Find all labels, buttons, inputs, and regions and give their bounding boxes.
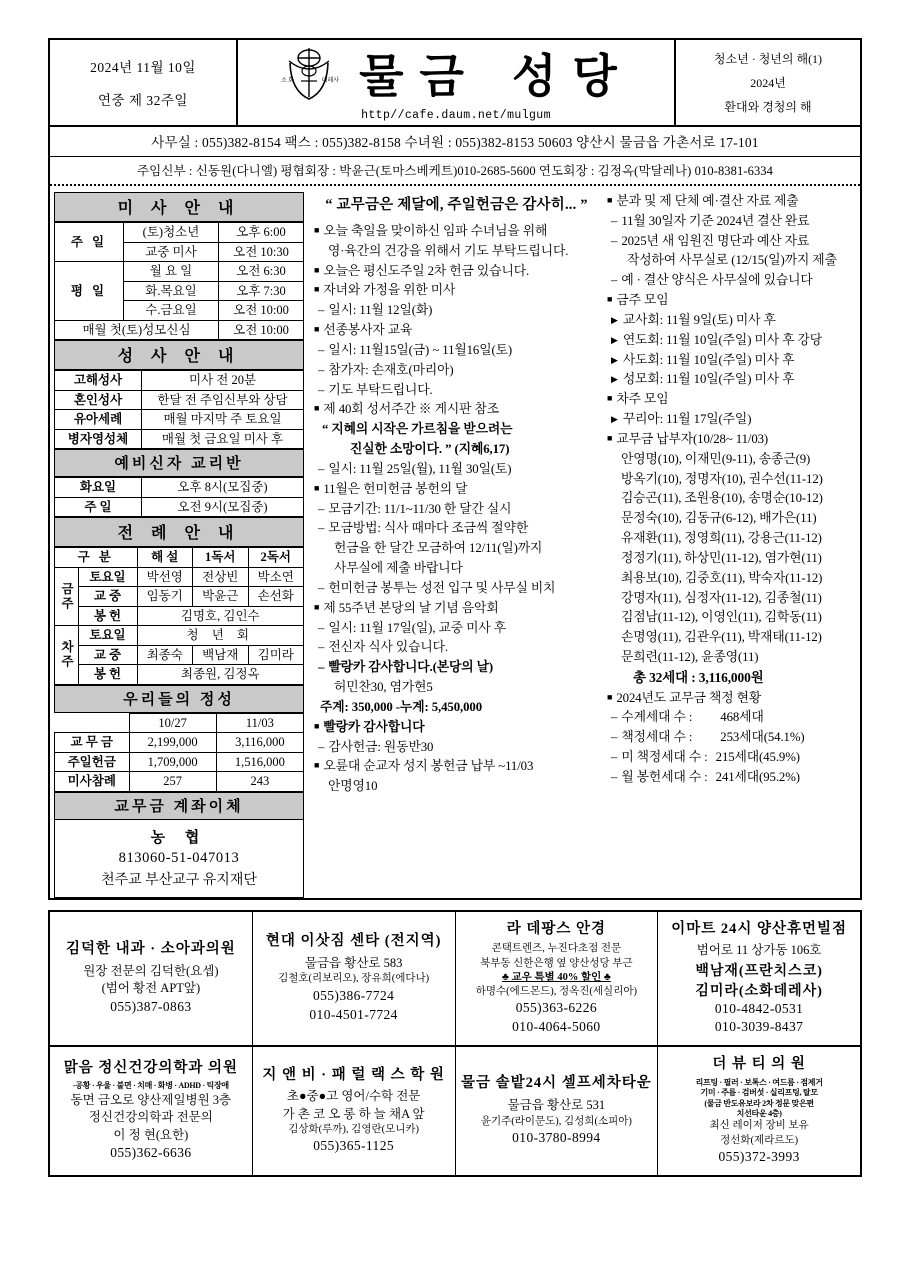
liturgy-row-label: 교 중 bbox=[78, 645, 137, 665]
ad-contact-name: 백남재(프란치스코) bbox=[695, 963, 823, 979]
table-row bbox=[55, 626, 304, 646]
table-row bbox=[55, 665, 304, 685]
stat-value: 241세대(95.2%) bbox=[715, 769, 800, 784]
list-item: ■ 빨랑카 감사합니다 bbox=[314, 718, 599, 738]
ad-line: 범어로 11 상가동 106호 bbox=[696, 943, 822, 958]
liturgy-row-label: 토요일 bbox=[78, 567, 137, 587]
mass-time: 오전 6:30 bbox=[219, 262, 304, 282]
stat-row bbox=[607, 708, 858, 728]
list-item: – 일시: 11월 25일(월), 11월 30일(토) bbox=[314, 460, 599, 480]
list-item: 작성하여 사무실로 (12/15(일)까지 제출 bbox=[627, 253, 837, 268]
list-item: ■ 11월은 헌미헌금 봉헌의 달 bbox=[314, 480, 599, 500]
liturgy-cell-merged: 김명호, 김인수 bbox=[137, 606, 304, 626]
ad-solbat-carwash[interactable] bbox=[456, 1047, 659, 1174]
list-item: ▶ 연도회: 11월 10일(주일) 미사 후 강당 bbox=[607, 331, 858, 351]
bank-account-holder: 천주교 부산교구 유지재단 bbox=[101, 872, 257, 888]
catechumen-label: 화요일 bbox=[55, 478, 142, 498]
sacraments-table bbox=[54, 370, 304, 449]
list-item: 영·육간의 건강을 위해서 기도 부탁드립니다. bbox=[328, 243, 569, 258]
bank-transfer-heading: 교무금 계좌이체 bbox=[54, 792, 304, 820]
list-item: ■ 차주 모임 bbox=[607, 390, 858, 410]
list-item: ■ 오늘 축일을 맞이하신 임파 수녀님을 위해 bbox=[314, 222, 599, 242]
liturgy-this-week-label: 금주 bbox=[55, 567, 79, 626]
liturgy-cell: 전상빈 bbox=[193, 567, 249, 587]
ad-line: 동면 금오로 양산제일병원 3층 bbox=[70, 1092, 232, 1107]
ad-hyundai-moving[interactable] bbox=[253, 912, 456, 1046]
ad-phone[interactable]: 055)363-6226 bbox=[515, 1000, 598, 1016]
ad-phone[interactable]: 055)365-1125 bbox=[313, 1138, 395, 1154]
list-item: 허민찬30, 염가현5 bbox=[334, 680, 433, 695]
sacrament-value: 미사 전 20분 bbox=[142, 371, 304, 391]
mass-schedule-heading: 미 사 안 내 bbox=[54, 192, 304, 222]
church-name: 물금 성당 bbox=[359, 49, 633, 103]
liturgy-cell: 손선화 bbox=[248, 587, 304, 607]
stat-value: 253세대(54.1%) bbox=[720, 730, 805, 745]
table-row bbox=[55, 320, 304, 340]
ad-contact-names: 윤기주(라이문도), 김성희(소피아) bbox=[480, 1115, 632, 1127]
ad-ladefense-optical[interactable] bbox=[456, 912, 659, 1046]
offering-value: 2,199,000 bbox=[129, 733, 216, 753]
list-item: ■ 교무금 납부자(10/28~ 11/03) bbox=[607, 430, 858, 450]
table-row bbox=[55, 497, 304, 517]
list-item: – 일시: 11월15일(금) ~ 11월16일(토) bbox=[314, 341, 599, 361]
list-item: – 기도 부탁드립니다. bbox=[314, 381, 599, 401]
theme-line-1: 청소년 · 청년의 해(1) bbox=[713, 52, 823, 66]
mass-schedule-table bbox=[54, 222, 304, 340]
donor-line: 유재환(11), 정영희(11), 강용근(11-12) bbox=[621, 531, 822, 546]
liturgy-cell: 임동기 bbox=[137, 587, 193, 607]
ad-title: 물금 솔밭24시 셀프세차타운 bbox=[460, 1075, 652, 1092]
ad-gnb-parallax-academy[interactable] bbox=[253, 1047, 456, 1174]
liturgy-heading: 전 례 안 내 bbox=[54, 517, 304, 547]
list-item: ■ 분과 및 제 단체 예·결산 자료 제출 bbox=[607, 192, 858, 212]
date-line-1: 2024년 11월 10일 bbox=[90, 60, 196, 75]
ad-equipment-note: 최신 레이저 장비 보유 bbox=[709, 1120, 809, 1132]
list-item: – 전신자 식사 있습니다. bbox=[314, 638, 599, 658]
middle-column bbox=[308, 190, 603, 898]
table-row bbox=[55, 772, 304, 792]
list-item: ■ 오늘은 평신도주일 2차 헌금 있습니다. bbox=[314, 262, 599, 282]
list-item: – 감사헌금: 원동반30 bbox=[314, 738, 599, 758]
ad-kimdeokhan-clinic[interactable] bbox=[50, 912, 253, 1046]
donor-line: 문희련(11-12), 윤종영(11) bbox=[621, 650, 759, 665]
liturgy-col-commentary: 해 설 bbox=[137, 548, 193, 568]
ad-line: 콘택트렌즈, 누진다초점 전문 bbox=[491, 943, 622, 955]
table-row bbox=[55, 733, 304, 753]
right-column bbox=[603, 190, 860, 898]
offering-value: 1,516,000 bbox=[216, 752, 303, 772]
stat-row bbox=[607, 768, 858, 788]
sacrament-value: 한달 전 주임신부와 상담 bbox=[142, 390, 304, 410]
sacrament-label: 고해성사 bbox=[55, 371, 142, 391]
list-item: ■ 선종봉사자 교육 bbox=[314, 321, 599, 341]
left-column bbox=[50, 190, 308, 898]
bank-name: 농 협 bbox=[150, 829, 208, 846]
donor-line: 방옥기(10), 정명자(10), 권수선(11-12) bbox=[621, 471, 823, 486]
offering-table bbox=[54, 713, 304, 792]
table-row bbox=[55, 645, 304, 665]
table-row bbox=[55, 410, 304, 430]
ad-title: 지 앤 비 · 패 럴 랙 스 학 원 bbox=[262, 1066, 445, 1083]
liturgy-cell: 박소연 bbox=[248, 567, 304, 587]
donor-line: 김점남(11-12), 이영인(11), 김학동(11) bbox=[621, 610, 822, 625]
list-item: 안명영10 bbox=[328, 779, 378, 794]
mass-time: 오전 10:00 bbox=[219, 301, 304, 321]
stat-label: 수계세대 수 : bbox=[621, 710, 693, 725]
sacrament-value: 매월 첫 금요일 미사 후 bbox=[142, 429, 304, 449]
stat-value: 468세대 bbox=[720, 710, 764, 725]
liturgy-next-week-label: 차주 bbox=[55, 626, 79, 685]
stat-label: 책정세대 수 : bbox=[621, 730, 693, 745]
liturgy-cell-merged: 청 년 회 bbox=[137, 626, 304, 646]
offering-value: 257 bbox=[129, 772, 216, 792]
mass-special-time: 오전 10:00 bbox=[219, 320, 304, 340]
contact-line: 사무실 : 055)382-8154 팩스 : 055)382-8158 수녀원 : 055)382-8153 50603 양산시 물금읍 가촌서로 17-101 bbox=[50, 127, 860, 157]
ad-thebeauty-clinic[interactable] bbox=[658, 1047, 860, 1174]
ad-malgeum-psychiatry[interactable] bbox=[50, 1047, 253, 1174]
list-item: ■ 오륜대 순교자 성지 봉헌금 납부 ~11/03 bbox=[314, 757, 599, 777]
theme-line-3: 환대와 경청의 해 bbox=[724, 100, 812, 114]
table-row bbox=[55, 223, 304, 243]
mass-name: 수.금요일 bbox=[124, 301, 219, 321]
ad-phone[interactable]: 010-3039-8437 bbox=[714, 1019, 804, 1035]
donor-line: 안영명(10), 이재민(9-11), 송종근(9) bbox=[621, 451, 811, 466]
masthead-date bbox=[50, 40, 238, 125]
theme-line-2: 2024년 bbox=[750, 76, 786, 90]
ad-line: (범어 황전 APT앞) bbox=[101, 981, 201, 996]
liturgy-cell-merged: 최종원, 김정옥 bbox=[137, 665, 304, 685]
offering-label: 교 무 금 bbox=[55, 733, 130, 753]
liturgy-cell: 박선영 bbox=[137, 567, 193, 587]
ad-contact-names: 김철호(리보리오), 장유희(에다나) bbox=[278, 973, 430, 985]
mass-special-label: 매월 첫(토)성모신심 bbox=[55, 320, 219, 340]
ad-line: 초●중●고 영어/수학 전문 bbox=[286, 1089, 421, 1104]
table-row bbox=[55, 429, 304, 449]
stat-label: 미 책정세대 수 : bbox=[621, 750, 708, 765]
liturgy-col-division: 구 분 bbox=[55, 548, 138, 568]
mass-group-sunday: 주 일 bbox=[55, 223, 124, 262]
list-item: – 일시: 11월 17일(일), 교중 미사 후 bbox=[314, 619, 599, 639]
table-row bbox=[55, 752, 304, 772]
stat-label: 월 봉헌세대 수 : bbox=[621, 769, 708, 784]
list-item: “ 지혜의 시작은 가르침을 받으려는 bbox=[322, 422, 513, 437]
list-item: ▶ 교사회: 11월 9일(토) 미사 후 bbox=[607, 311, 858, 331]
ad-phone[interactable]: 010-4501-7724 bbox=[309, 1006, 398, 1022]
ad-contact-names: 하명수(에드몬드), 정옥진(세실리아) bbox=[475, 985, 637, 997]
ad-specialties: -공황 · 우울 · 불면 · 치매 · 화병 · ADHD · 틱장애 bbox=[72, 1081, 229, 1091]
table-row bbox=[55, 548, 304, 568]
list-item: 사무실에 제출 바랍니다 bbox=[334, 561, 463, 576]
table-row bbox=[55, 587, 304, 607]
list-item: – 예 · 결산 양식은 사무실에 있습니다 bbox=[607, 271, 858, 291]
ad-title: 이마트 24시 양산휴먼빌점 bbox=[671, 920, 848, 937]
list-item: ■ 제 55주년 본당의 날 기념 음악회 bbox=[314, 599, 599, 619]
cafe-url[interactable]: http//cafe.daum.net/mulgum bbox=[361, 109, 551, 122]
church-crest-icon bbox=[279, 47, 339, 105]
offering-value: 243 bbox=[216, 772, 303, 792]
list-item: – 2025년 새 임원진 명단과 예산 자료 bbox=[607, 232, 858, 252]
offering-corner bbox=[55, 713, 130, 733]
table-row bbox=[55, 567, 304, 587]
ad-location: (물금 반도유보라 2차 정문 맞은편 bbox=[704, 1098, 814, 1108]
mass-time: 오후 6:00 bbox=[219, 223, 304, 243]
sacrament-label: 혼인성사 bbox=[55, 390, 142, 410]
ad-title: 현대 이삿짐 센타 (전지역) bbox=[265, 933, 442, 950]
bank-account-number: 813060-51-047013 bbox=[118, 849, 240, 866]
ad-phone[interactable]: 010-4064-5060 bbox=[512, 1019, 601, 1035]
list-item: ▶ 사도회: 11월 10일(주일) 미사 후 bbox=[607, 351, 858, 371]
offering-date-1: 10/27 bbox=[129, 713, 216, 733]
sacrament-value: 매월 마지막 주 토요일 bbox=[142, 410, 304, 430]
liturgy-row-label: 토요일 bbox=[78, 626, 137, 646]
sacrament-label: 유아세례 bbox=[55, 410, 142, 430]
liturgy-col-reading1: 1독서 bbox=[193, 548, 249, 568]
donor-line: 강명자(11), 심정자(11-12), 김종철(11) bbox=[621, 590, 822, 605]
ad-phone[interactable]: 010-3780-8994 bbox=[512, 1129, 601, 1145]
mass-name: (토)청소년 bbox=[124, 223, 219, 243]
liturgy-cell: 박윤근 bbox=[193, 587, 249, 607]
bulletin-body bbox=[50, 186, 860, 898]
stat-row bbox=[607, 748, 858, 768]
ad-title: 김덕한 내과 · 소아과의원 bbox=[65, 941, 236, 958]
list-item: ■ 금주 모임 bbox=[607, 291, 858, 311]
mass-name: 교중 미사 bbox=[124, 242, 219, 262]
donor-total: 총 32세대 : 3,116,000원 bbox=[633, 669, 764, 685]
ad-phone[interactable]: 055)387-0863 bbox=[110, 998, 192, 1014]
mass-time: 오전 10:30 bbox=[219, 242, 304, 262]
ad-location: 치선타운 4층) bbox=[736, 1109, 782, 1119]
ad-emart24[interactable] bbox=[658, 912, 860, 1046]
list-item: – 빨랑카 감사합니다.(본당의 날) bbox=[314, 658, 599, 678]
liturgy-cell: 김미라 bbox=[248, 645, 304, 665]
list-item: ■ 제 40회 성서주간 ※ 게시판 참조 bbox=[314, 400, 599, 420]
ad-line: 물금읍 황산로 583 bbox=[304, 955, 403, 970]
mass-time: 오후 7:30 bbox=[219, 281, 304, 301]
list-item: ▶ 꾸리아: 11월 17일(주일) bbox=[607, 410, 858, 430]
ad-contact-name: 이 정 현(요한) bbox=[113, 1127, 189, 1142]
advertisements bbox=[48, 910, 862, 1177]
masthead-title-block bbox=[238, 40, 674, 125]
ad-line: 가 촌 코 오 롱 하 늘 채A 앞 bbox=[282, 1106, 425, 1121]
mass-group-weekday: 평 일 bbox=[55, 262, 124, 321]
ad-contact-names: 김상화(루까), 김영란(모니카) bbox=[288, 1124, 420, 1136]
offering-label: 주일헌금 bbox=[55, 752, 130, 772]
ad-row-2 bbox=[50, 1047, 860, 1174]
list-item: 헌금을 한 달간 모금하여 12/11(일)까지 bbox=[334, 541, 543, 556]
offering-label: 미사참례 bbox=[55, 772, 130, 792]
list-item: – 11월 30일자 기준 2024년 결산 완료 bbox=[607, 212, 858, 232]
ad-line: 원장 전문의 김덕한(요셉) bbox=[83, 963, 219, 978]
table-row bbox=[55, 262, 304, 282]
ad-phone[interactable]: 055)372-3993 bbox=[718, 1148, 800, 1164]
liturgy-cell: 백남재 bbox=[193, 645, 249, 665]
table-row bbox=[55, 478, 304, 498]
bulletin-sheet bbox=[48, 38, 862, 900]
ad-line: 북부동 신한은행 옆 양산성당 부근 bbox=[480, 957, 633, 969]
list-item: ■ 자녀와 가정을 위한 미사 bbox=[314, 281, 599, 301]
ad-phone[interactable]: 010-4842-0531 bbox=[714, 1000, 804, 1016]
offering-heading: 우리들의 정성 bbox=[54, 685, 304, 713]
mass-name: 월 요 일 bbox=[124, 262, 219, 282]
date-line-2: 연중 제 32주일 bbox=[98, 93, 188, 108]
list-item: 주계: 350,000 -누계: 5,450,000 bbox=[320, 699, 483, 714]
staff-line: 주임신부 : 신동원(다니엘) 평협회장 : 박윤근(토마스베케트)010-2685-5600 연도회장 : 김정옥(막달레나) 010-8381-6334 bbox=[50, 157, 860, 186]
ad-title: 라 데팡스 안경 bbox=[506, 920, 607, 937]
middle-notices-list bbox=[314, 222, 599, 797]
ad-phone[interactable]: 055)386-7724 bbox=[312, 987, 395, 1003]
ad-title: 맑음 정신건강의학과 의원 bbox=[63, 1059, 239, 1076]
crest-label-right: 데레사 bbox=[321, 78, 340, 84]
mass-name: 화.목요일 bbox=[124, 281, 219, 301]
liturgy-row-label: 교 중 bbox=[78, 587, 137, 607]
table-row bbox=[55, 390, 304, 410]
bank-account-block bbox=[54, 820, 304, 898]
sacrament-label: 병자영성체 bbox=[55, 429, 142, 449]
liturgy-table bbox=[54, 547, 304, 685]
masthead-theme bbox=[674, 40, 860, 125]
catechumen-heading: 예비신자 교리반 bbox=[54, 449, 304, 477]
liturgy-cell: 최종숙 bbox=[137, 645, 193, 665]
liturgy-row-label: 봉 헌 bbox=[78, 606, 137, 626]
table-row bbox=[55, 371, 304, 391]
stats-heading: ■ 2024년도 교무금 책정 현황 bbox=[607, 689, 858, 709]
donor-line: 최용보(10), 김중호(11), 박숙자(11-12) bbox=[621, 570, 823, 585]
donor-line: 손명영(11), 김관우(11), 박재태(11-12) bbox=[621, 630, 822, 645]
bulletin-quote: “ 교무금은 제달에, 주일헌금은 감사히... ” bbox=[325, 197, 588, 213]
ad-treatments: 리프팅 · 필러 · 보톡스 · 여드름 · 점제거 bbox=[695, 1077, 823, 1087]
offering-value: 3,116,000 bbox=[216, 733, 303, 753]
crest-label-left: 소 화 bbox=[281, 78, 295, 84]
ad-contact-name: 김미라(소화데레사) bbox=[695, 983, 823, 999]
ad-line: 물금읍 황산로 531 bbox=[507, 1098, 606, 1113]
masthead bbox=[50, 40, 860, 127]
donor-line: 문정숙(10), 김동규(6-12), 배가은(11) bbox=[621, 511, 817, 526]
list-item: 진실한 소망이다. ” (지혜6,17) bbox=[350, 442, 510, 457]
catechumen-value: 오전 9시(모집중) bbox=[142, 497, 304, 517]
donor-line: 김승곤(11), 조원용(10), 송명순(10-12) bbox=[621, 491, 823, 506]
list-item: ▶ 성모회: 11월 10일(주일) 미사 후 bbox=[607, 370, 858, 390]
table-row bbox=[55, 606, 304, 626]
ad-row-1 bbox=[50, 912, 860, 1048]
list-item: – 모금방법: 식사 때마다 조금씩 절약한 bbox=[314, 519, 599, 539]
catechumen-label: 주 일 bbox=[55, 497, 142, 517]
sacraments-heading: 성 사 안 내 bbox=[54, 340, 304, 370]
ad-title: 더 뷰 티 의 원 bbox=[712, 1056, 806, 1073]
offering-date-2: 11/03 bbox=[216, 713, 303, 733]
list-item: – 헌미헌금 봉투는 성전 입구 및 사무실 비치 bbox=[314, 579, 599, 599]
ad-discount-highlight: ♣ 교우 특별 40% 할인 ♣ bbox=[501, 971, 611, 983]
ad-contact-name: 정선화(제라르도) bbox=[720, 1134, 799, 1146]
catechumen-table bbox=[54, 477, 304, 517]
list-item: – 참가자: 손재호(마리아) bbox=[314, 361, 599, 381]
table-row bbox=[55, 713, 304, 733]
list-item: – 모금기간: 11/1~11/30 한 달간 실시 bbox=[314, 500, 599, 520]
stat-value: 215세대(45.9%) bbox=[715, 750, 800, 765]
liturgy-row-label: 봉 헌 bbox=[78, 665, 137, 685]
ad-phone[interactable]: 055)362-6636 bbox=[110, 1145, 192, 1161]
right-notices-list bbox=[607, 192, 858, 788]
donor-line: 정정기(11), 하상민(11-12), 염가현(11) bbox=[621, 550, 822, 565]
ad-line: 정신건강의학과 전문의 bbox=[88, 1110, 213, 1125]
ad-treatments: 기미 · 주름 · 검버섯 · 실리프팅, 탈모 bbox=[700, 1088, 818, 1098]
catechumen-value: 오후 8시(모집중) bbox=[142, 478, 304, 498]
list-item: – 일시: 11월 12일(화) bbox=[314, 301, 599, 321]
liturgy-col-reading2: 2독서 bbox=[248, 548, 304, 568]
offering-value: 1,709,000 bbox=[129, 752, 216, 772]
stat-row bbox=[607, 728, 858, 748]
